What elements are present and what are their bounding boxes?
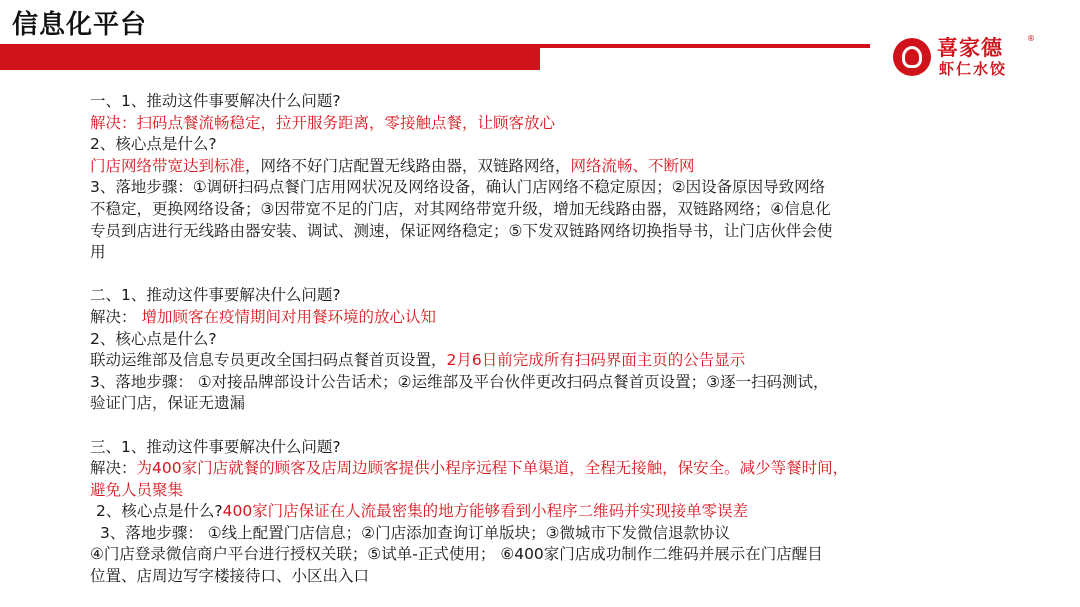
section3-answer-red: 为400家门店就餐的顾客及店周边顾客提供小程序远程下单渠道，全程无接触，保安全。减少等餐时间，: [136, 459, 849, 478]
section2-core-question: 2、核心点是什么?: [90, 329, 217, 348]
section3-question: 三、1、推动这件事要解决什么问题?: [90, 437, 341, 456]
section2-core-red: 2月6日前完成所有扫码界面主页的公告显示: [446, 351, 746, 370]
section1-steps-line: 用: [90, 243, 106, 262]
logo-text: 喜家德: [937, 36, 1003, 60]
section2-core-answer: [90, 350, 1030, 372]
section3-answer: [90, 458, 1030, 480]
section3-answer-label: 解决：: [90, 459, 137, 478]
section3-answer-red-line2: 避免人员聚集: [90, 480, 184, 499]
header-red-bar: [0, 44, 540, 70]
section3-steps-line: 3、落地步骤： ①线上配置门店信息；②门店添加查询订单版块；③微城市下发微信退款协议: [100, 523, 730, 542]
logo-mark-icon: [893, 38, 931, 76]
section1-steps-line: 3、落地步骤：①调研扫码点餐门店用网状况及网络设备，确认门店网络不稳定原因；②因设备原因导致网络: [90, 178, 826, 197]
section1-core-answer: [90, 156, 1030, 178]
section2-core-text: 联动运维部及信息专员更改全国扫码点餐首页设置，: [90, 351, 447, 370]
section3-core-red: 400家门店保证在人流最密集的地方能够看到小程序二维码并实现接单零误差: [222, 502, 749, 521]
section1-steps-line: 专员到店进行无线路由器安装、调试、测速，保证网络稳定；⑤下发双链路网络切换指导书，让门店伙伴会使: [90, 221, 833, 240]
section1-core-question: 2、核心点是什么?: [90, 135, 217, 154]
section2-question: 二、1、推动这件事要解决什么问题?: [90, 286, 341, 305]
section2-answer-red: 增加顾客在疫情期间对用餐环境的放心认知: [136, 307, 436, 326]
section3-core-question: 2、核心点是什么?: [96, 502, 223, 521]
section1-core-red2: 网络流畅、不断网: [570, 156, 695, 175]
header-thin-line: [540, 44, 870, 48]
section1-core-text: ，网络不好门店配置无线路由器，双链路网络，: [245, 156, 571, 175]
section3-steps-line: 位置、店周边写字楼接待口、小区出入口: [90, 567, 370, 586]
section2-steps-line: 3、落地步骤： ①对接品牌部设计公告话术；②运维部及平台伙伴更改扫码点餐首页设置；③逐一扫码测试，: [90, 372, 829, 391]
section3-steps-line: ④门店登录微信商户平台进行授权关联；⑤试单-正式使用； ⑥400家门店成功制作二维码并展示在门店醒目: [90, 545, 823, 564]
section3-core: [90, 501, 1030, 523]
brand-logo: [893, 36, 1043, 78]
logo-subtitle: 虾仁水饺: [939, 60, 1008, 78]
page-title: 信息化平台: [12, 10, 148, 40]
registered-mark: ®: [1027, 34, 1035, 43]
section2-steps-line: 验证门店，保证无遗漏: [90, 394, 246, 413]
section1-answer: 解决：扫码点餐流畅稳定，拉开服务距离，零接触点餐，让顾客放心: [90, 113, 556, 132]
section1-question: 一、1、推动这件事要解决什么问题?: [90, 92, 341, 110]
section2-answer: [90, 307, 1030, 329]
section2-answer-label: 解决：: [90, 307, 137, 326]
content-body: [90, 91, 1030, 588]
section1-steps-line: 不稳定，更换网络设备；③因带宽不足的门店，对其网络带宽升级，增加无线路由器，双链路网络；④信息化: [90, 199, 831, 218]
section1-core-red: 门店网络带宽达到标准: [90, 156, 246, 175]
